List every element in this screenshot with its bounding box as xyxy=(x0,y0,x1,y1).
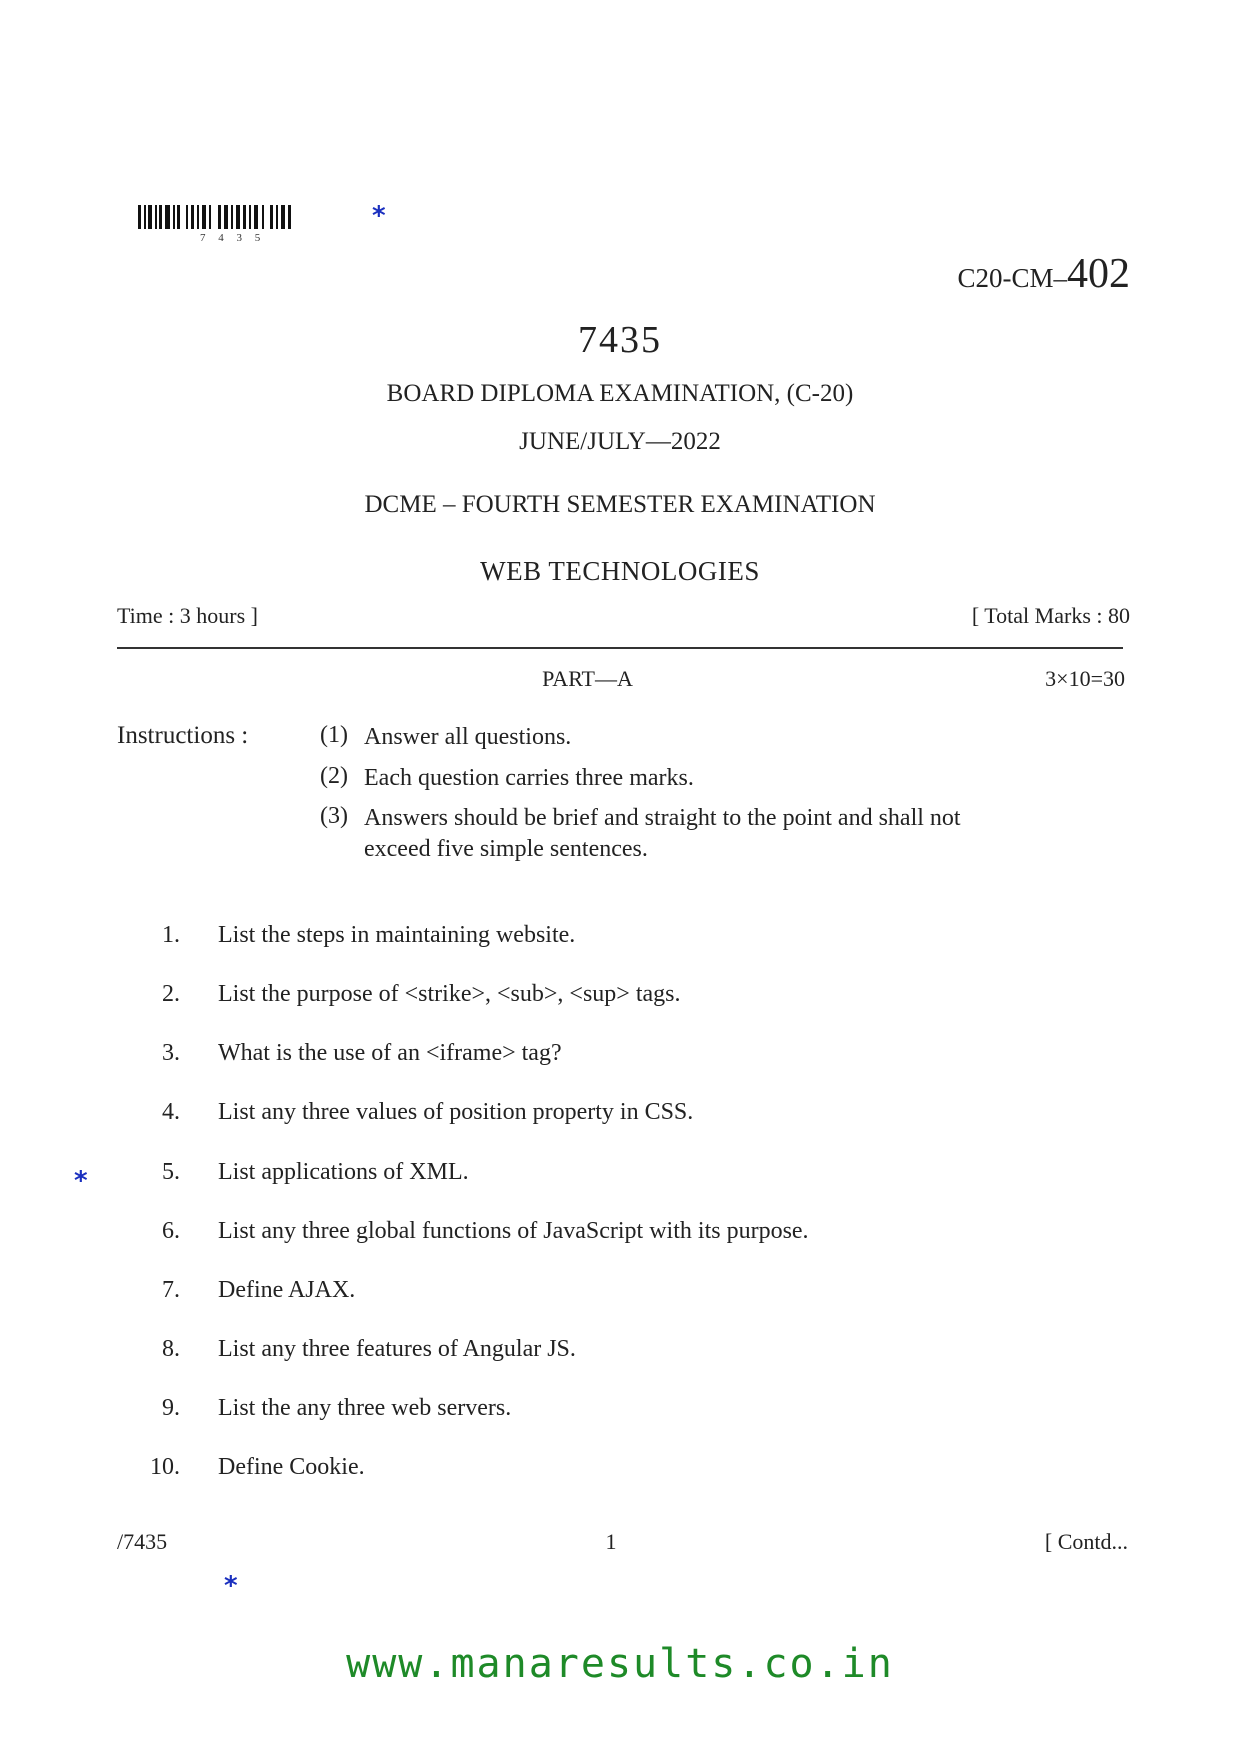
question-number: 6. xyxy=(162,1218,180,1244)
paper-code xyxy=(957,250,1130,298)
barcode-digits: 7 4 3 5 xyxy=(200,232,266,244)
time-allowed: Time : 3 hours ] xyxy=(117,603,258,628)
instruction-number: (2) xyxy=(320,763,348,789)
instruction-number: (1) xyxy=(320,722,348,748)
question-text: List applications of XML. xyxy=(218,1159,469,1185)
paper-number: 7435 xyxy=(578,319,662,361)
header-divider xyxy=(117,647,1123,649)
question-number: 2. xyxy=(162,981,180,1007)
question-item xyxy=(120,1218,1120,1248)
question-number: 8. xyxy=(162,1336,180,1362)
subject-title: WEB TECHNOLOGIES xyxy=(480,556,760,586)
question-number: 4. xyxy=(162,1099,180,1125)
question-text: List the purpose of <strike>, <sub>, <sup> tags. xyxy=(218,981,681,1007)
footer-contd: [ Contd... xyxy=(1044,1529,1128,1554)
question-number: 10. xyxy=(150,1454,180,1480)
part-title: PART—A xyxy=(542,666,633,691)
instruction-number: (3) xyxy=(320,803,348,829)
question-item xyxy=(120,922,1120,952)
question-number: 3. xyxy=(162,1040,180,1066)
instruction-text: Each question carries three marks. xyxy=(364,765,694,791)
question-text: What is the use of an <iframe> tag? xyxy=(218,1040,562,1066)
barcode xyxy=(138,205,313,249)
question-item xyxy=(120,1040,1120,1070)
paper-code-prefix: C20-CM– xyxy=(957,263,1067,293)
instruction-item xyxy=(320,763,1120,794)
instruction-text: Answer all questions. xyxy=(364,724,572,750)
page-number: 1 xyxy=(605,1529,617,1554)
instructions-label: Instructions : xyxy=(117,722,249,749)
question-item xyxy=(120,1159,1120,1189)
question-item xyxy=(120,981,1120,1011)
watermark-url: www.manaresults.co.in xyxy=(346,1641,894,1687)
paper-code-number: 402 xyxy=(1067,251,1130,297)
question-item xyxy=(120,1099,1120,1129)
part-marks: 3×10=30 xyxy=(1045,666,1125,691)
barcode-bars xyxy=(138,205,313,233)
total-marks: [ Total Marks : 80 xyxy=(971,603,1130,628)
question-text: List any three features of Angular JS. xyxy=(218,1336,576,1362)
question-text: Define Cookie. xyxy=(218,1454,365,1480)
question-item xyxy=(120,1395,1120,1425)
question-item xyxy=(120,1454,1120,1484)
exam-session: JUNE/JULY—2022 xyxy=(519,428,721,455)
question-text: List any three values of position property in CSS. xyxy=(218,1099,694,1125)
exam-title: DCME – FOURTH SEMESTER EXAMINATION xyxy=(364,491,876,518)
star-mark-top: * xyxy=(372,201,386,231)
question-item xyxy=(120,1336,1120,1366)
board-title: BOARD DIPLOMA EXAMINATION, (C-20) xyxy=(386,380,854,407)
question-text: List the steps in maintaining website. xyxy=(218,922,576,948)
star-mark-bottom: * xyxy=(224,1571,238,1601)
question-text: Define AJAX. xyxy=(218,1277,356,1303)
question-item xyxy=(120,1277,1120,1307)
footer-code: /7435 xyxy=(117,1529,168,1554)
question-number: 9. xyxy=(162,1395,180,1421)
question-number: 1. xyxy=(162,922,180,948)
question-number: 7. xyxy=(162,1277,180,1303)
question-number: 5. xyxy=(162,1159,180,1185)
instruction-item xyxy=(320,803,1120,865)
star-mark-left: * xyxy=(74,1166,88,1196)
instruction-item xyxy=(320,722,1120,753)
instruction-text: Answers should be brief and straight to the point and shall not exceed five simple sentences. xyxy=(364,805,961,862)
question-text: List the any three web servers. xyxy=(218,1395,512,1421)
question-text: List any three global functions of JavaScript with its purpose. xyxy=(218,1218,809,1244)
